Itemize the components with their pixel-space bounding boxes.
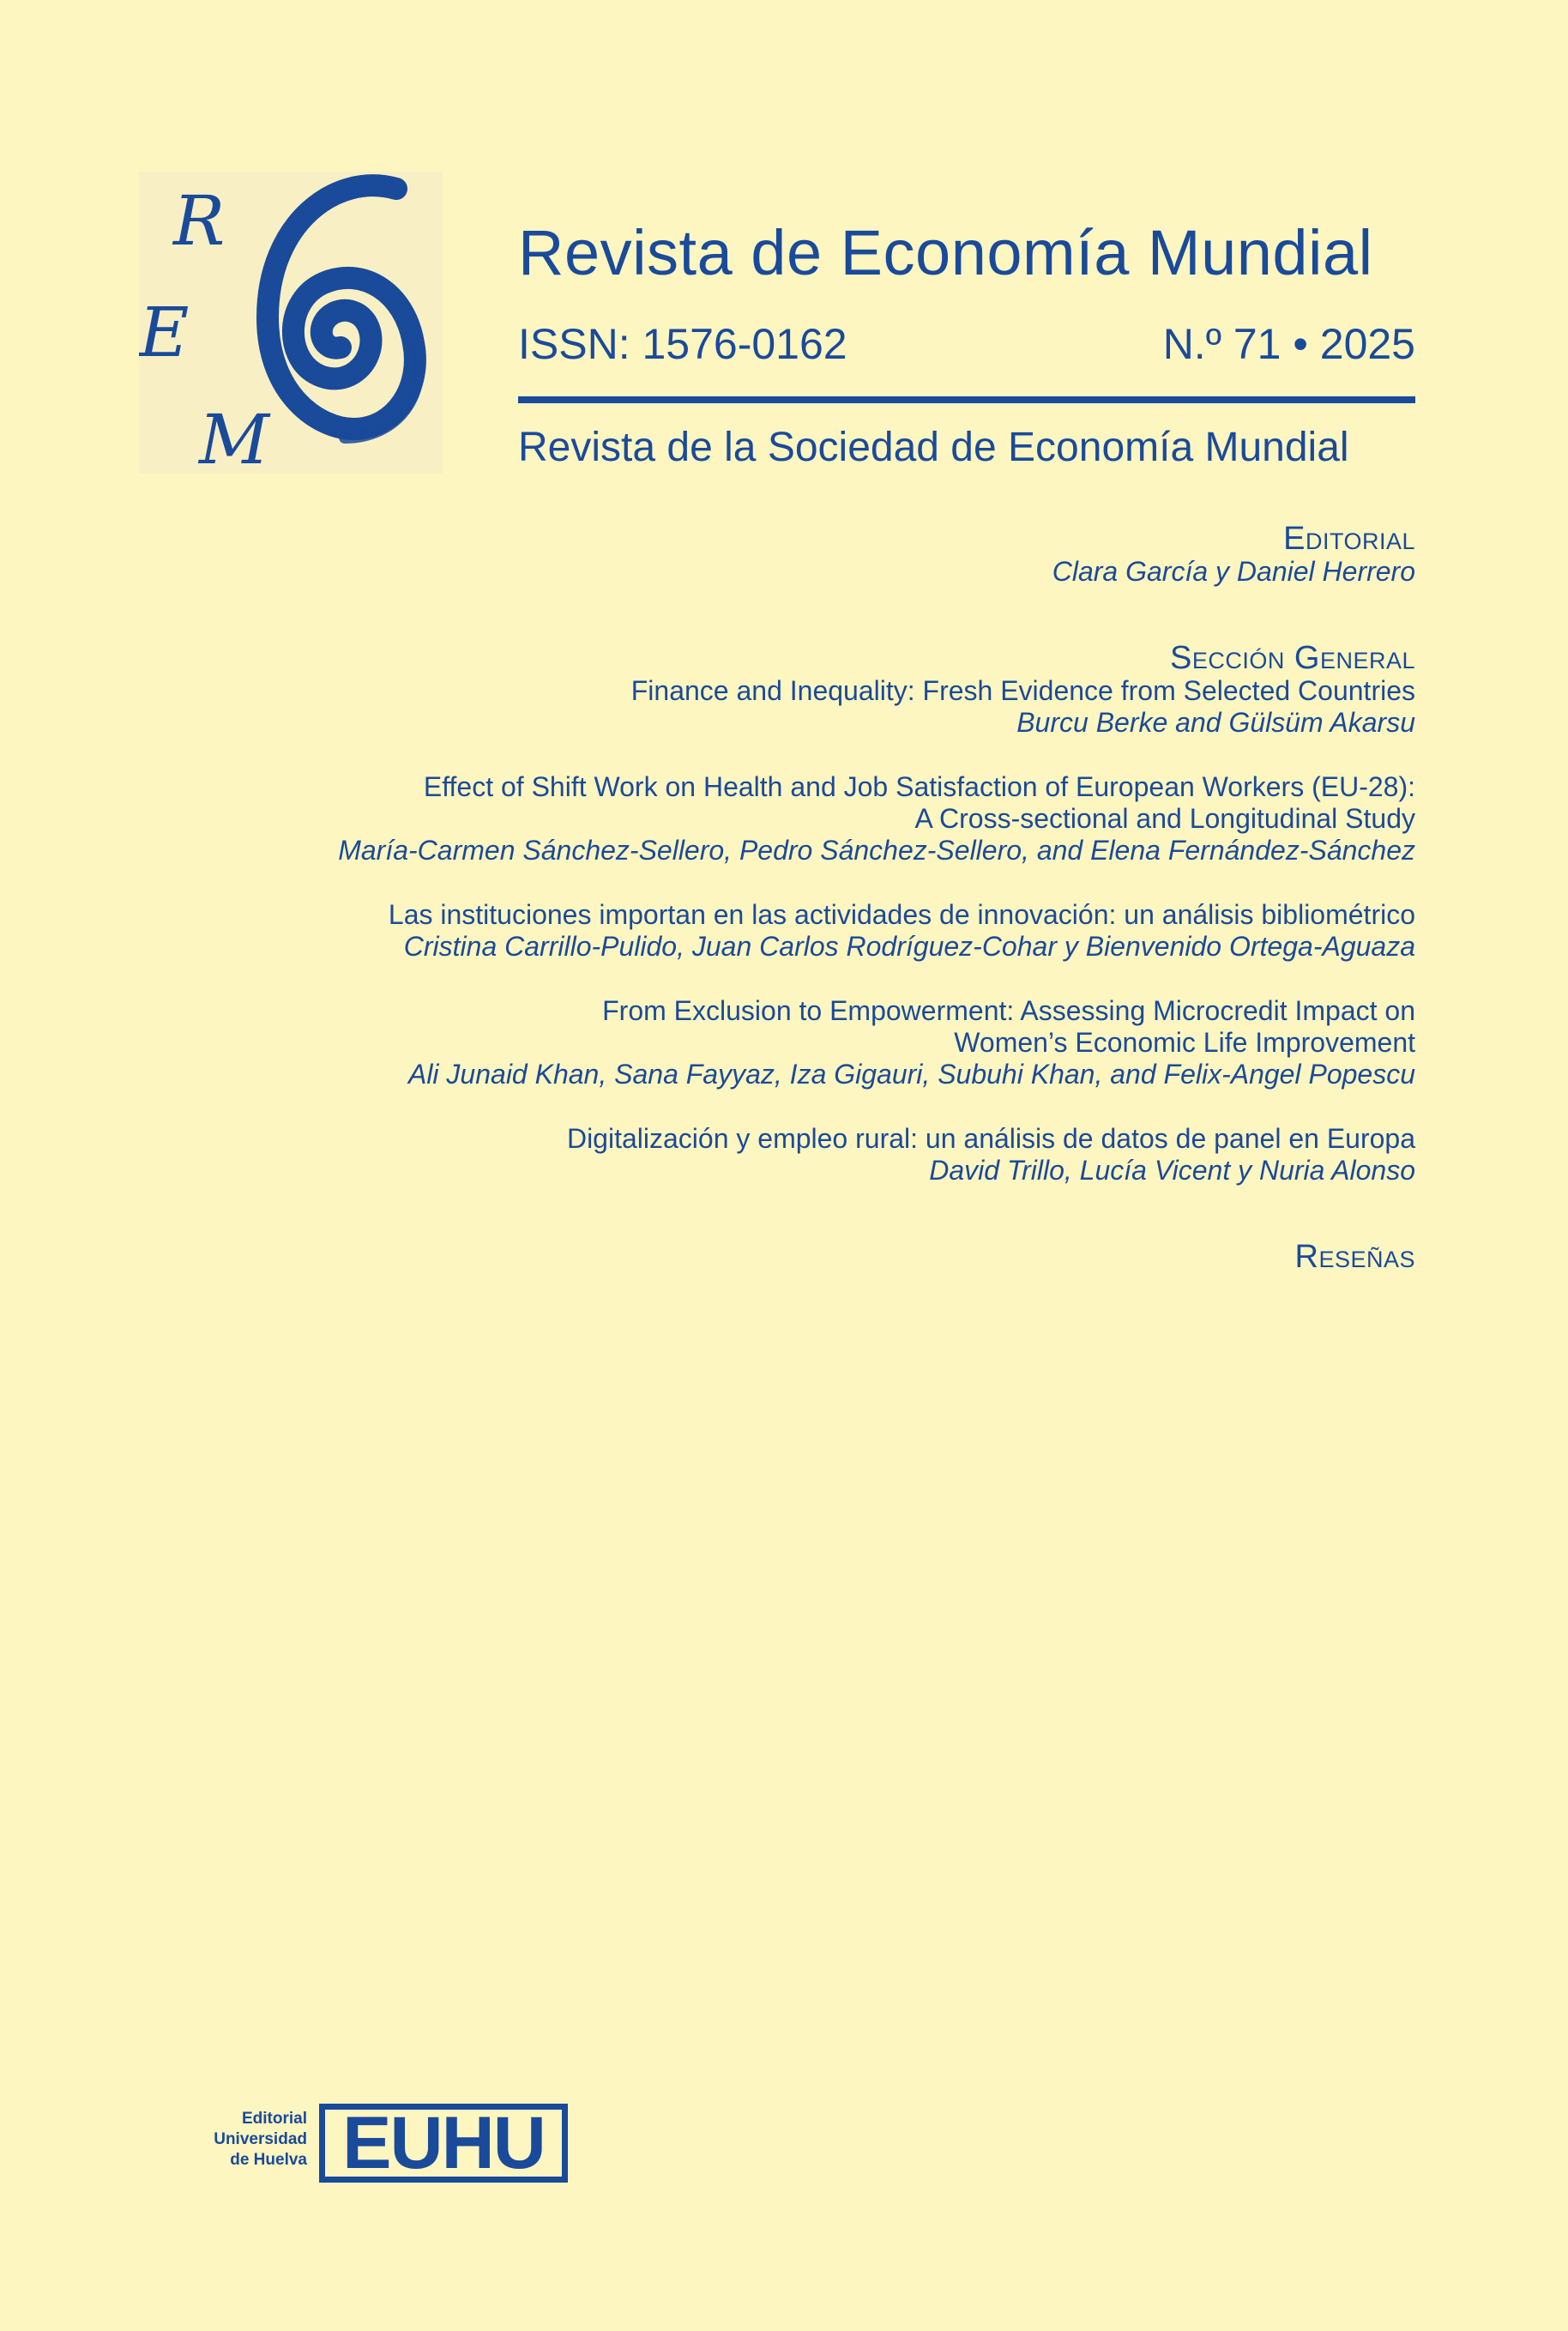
publisher-logo: [199, 2104, 576, 2186]
editorial-section: [129, 522, 1415, 588]
publisher-name-line: Editorial: [241, 2110, 307, 2128]
publisher-name-line: Universidad: [214, 2130, 307, 2148]
section-heading-general: Sección General: [1169, 640, 1415, 676]
issue-number: N.º 71 • 2025: [1162, 320, 1415, 368]
section-heading-reviews: Reseñas: [1294, 1239, 1415, 1275]
article-title: Finance and Inequality: Fresh Evidence from Selected Countries: [630, 675, 1415, 706]
logo-letter-m: M: [199, 400, 269, 474]
article-item[interactable]: [129, 995, 1415, 1090]
article-authors: Ali Junaid Khan, Sana Fayyaz, Iza Gigauri, Subuhi Khan, and Felix-Angel Popescu: [407, 1059, 1415, 1090]
logo-letter-r: R: [173, 181, 226, 261]
article-title: Effect of Shift Work on Health and Job Satisfaction of European Workers (EU-28):: [423, 771, 1415, 802]
society-subtitle: Revista de la Sociedad de Economía Mundial: [518, 425, 1349, 470]
section-heading-editorial: Editorial: [1283, 521, 1415, 557]
publisher-name-line: de Huelva: [230, 2151, 307, 2169]
editorial-authors: Clara García y Daniel Herrero: [1052, 556, 1415, 587]
article-authors: Cristina Carrillo-Pulido, Juan Carlos Rodríguez-Cohar y Bienvenido Ortega-Aguaza: [403, 931, 1415, 962]
header-divider: [518, 396, 1415, 403]
article-title: Las instituciones importan en las actividades de innovación: un análisis bibliométrico: [388, 899, 1415, 930]
rem-spiral-logo-icon: [139, 172, 443, 474]
table-of-contents: [129, 522, 1415, 1274]
publisher-name: [199, 2109, 307, 2171]
journal-title: Revista de Economía Mundial: [518, 217, 1373, 288]
publisher-mark: [319, 2104, 568, 2183]
publisher-mark-text: EUHU: [342, 2102, 545, 2184]
article-title-line-2: A Cross-sectional and Longitudinal Study: [914, 803, 1415, 834]
article-authors: María-Carmen Sánchez-Sellero, Pedro Sánchez-Sellero, and Elena Fernández-Sánchez: [338, 835, 1415, 866]
journal-logo: [139, 172, 443, 474]
logo-letter-e: E: [139, 293, 190, 372]
article-item[interactable]: [129, 675, 1415, 739]
article-item[interactable]: [129, 771, 1415, 867]
article-title-line-2: Women’s Economic Life Improvement: [954, 1027, 1415, 1058]
article-item[interactable]: [129, 899, 1415, 963]
article-item[interactable]: [129, 1123, 1415, 1187]
article-title: From Exclusion to Empowerment: Assessing Microcredit Impact on: [602, 995, 1415, 1026]
article-authors: Burcu Berke and Gülsüm Akarsu: [1016, 707, 1415, 738]
issn: ISSN: 1576-0162: [518, 320, 847, 368]
article-authors: David Trillo, Lucía Vicent y Nuria Alonso: [929, 1155, 1415, 1186]
article-title: Digitalización y empleo rural: un análisis de datos de panel en Europa: [566, 1123, 1415, 1154]
